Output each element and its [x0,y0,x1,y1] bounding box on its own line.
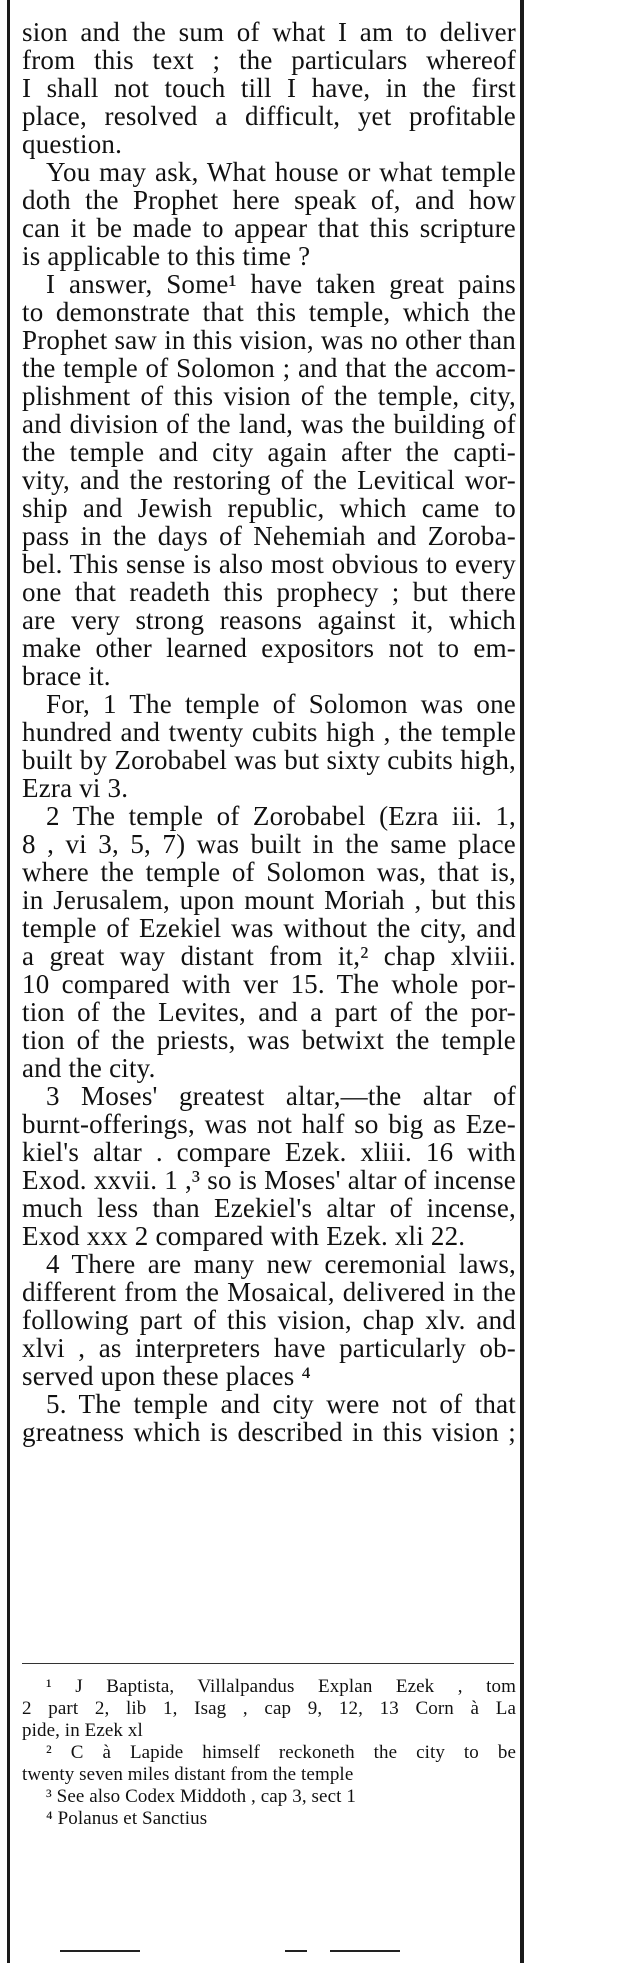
left-border-rule [7,0,10,1963]
text-line: place, resolved a difficult, yet profitable [22,101,516,131]
text-line: the temple and city again after the capti- [22,437,516,467]
text-line: to demonstrate that this temple, which the [22,297,516,327]
text-line: and division of the land, was the building of [22,409,516,439]
footnote-line: ³ See also Codex Middoth , cap 3, sect 1 [46,1786,356,1807]
text-line: tion of the Levites, and a part of the por- [22,997,516,1027]
text-line: Ezra vi 3. [22,773,129,803]
text-line: built by Zorobabel was but sixty cubits high, [22,745,516,775]
text-line: brace it. [22,661,111,691]
right-border-rule-upper [520,0,524,850]
bottom-dash-mark [330,1950,400,1952]
text-line: 2 The temple of Zorobabel (Ezra iii. 1, [46,801,516,831]
text-line: I answer, Some¹ have taken great pains [46,269,516,299]
text-line: following part of this vision, chap xlv. and [22,1305,516,1335]
text-line: Exod. xxvii. 1 ,³ so is Moses' altar of incense [22,1165,516,1195]
text-line: 4 There are many new ceremonial laws, [46,1249,516,1279]
footnote-separator [22,1663,514,1664]
text-line: is applicable to this time ? [22,241,311,271]
text-line: You may ask, What house or what temple [46,157,516,187]
text-line: greatness which is described in this vision ; [22,1417,516,1447]
text-line: For, 1 The temple of Solomon was one [46,689,516,719]
text-line: can it be made to appear that this scripture [22,213,516,243]
text-line: the temple of Solomon ; and that the accom- [22,353,516,383]
text-line: I shall not touch till I have, in the first [22,73,516,103]
text-line: temple of Ezekiel was without the city, and [22,913,516,943]
text-line: doth the Prophet here speak of, and how [22,185,516,215]
text-line: vity, and the restoring of the Levitical wor- [22,465,516,495]
text-line: a great way distant from it,² chap xlviii. [22,941,516,971]
footnote-line: ² C à Lapide himself reckoneth the city to be [46,1742,516,1763]
text-line: one that readeth this prophecy ; but there [22,577,516,607]
text-line: are very strong reasons against it, which [22,605,516,635]
footnote-line: ⁴ Polanus et Sanctius [46,1808,208,1829]
text-line: burnt-offerings, was not half so big as Eze- [22,1109,516,1139]
footnote-line: twenty seven miles distant from the temple [22,1764,354,1785]
bottom-dash-mark [285,1950,307,1952]
main-text-column [22,18,516,1446]
text-line: tion of the priests, was betwixt the temple [22,1025,516,1055]
text-line: from this text ; the particulars whereof [22,45,516,75]
text-line: 5. The temple and city were not of that [46,1389,516,1419]
text-line: hundred and twenty cubits high , the temple [22,717,516,747]
text-line: different from the Mosaical, delivered in the [22,1277,516,1307]
text-line: make other learned expositors not to em- [22,633,516,663]
footnote-line: pide, in Ezek xl [22,1720,143,1741]
text-line: where the temple of Solomon was, that is, [22,857,516,887]
footnote-line: ¹ J Baptista, Villalpandus Explan Ezek , tom [46,1676,516,1697]
text-line: Exod xxx 2 compared with Ezek. xli 22. [22,1221,466,1251]
text-line: 8 , vi 3, 5, 7) was built in the same place [22,829,516,859]
text-line: ship and Jewish republic, which came to [22,493,516,523]
bottom-dash-mark [60,1950,140,1952]
text-line: question. [22,129,123,159]
footnote-line: 2 part 2, lib 1, Isag , cap 9, 12, 13 Corn à La [22,1698,516,1719]
right-border-rule-lower [520,850,524,1963]
text-line: served upon these places ⁴ [22,1361,312,1391]
text-line: sion and the sum of what I am to deliver [22,17,516,47]
text-line: Prophet saw in this vision, was no other than [22,325,516,355]
text-line: 10 compared with ver 15. The whole por- [22,969,516,999]
text-line: pass in the days of Nehemiah and Zoroba- [22,521,516,551]
text-line: kiel's altar . compare Ezek. xliii. 16 with [22,1137,516,1167]
text-line: bel. This sense is also most obvious to every [22,549,516,579]
text-line: plishment of this vision of the temple, city, [22,381,516,411]
footnotes [22,1676,516,1830]
text-line: xlvi , as interpreters have particularly ob- [22,1333,516,1363]
text-line: 3 Moses' greatest altar,—the altar of [46,1081,516,1111]
text-line: much less than Ezekiel's altar of incense, [22,1193,516,1223]
text-line: and the city. [22,1053,156,1083]
text-line: in Jerusalem, upon mount Moriah , but this [22,885,516,915]
